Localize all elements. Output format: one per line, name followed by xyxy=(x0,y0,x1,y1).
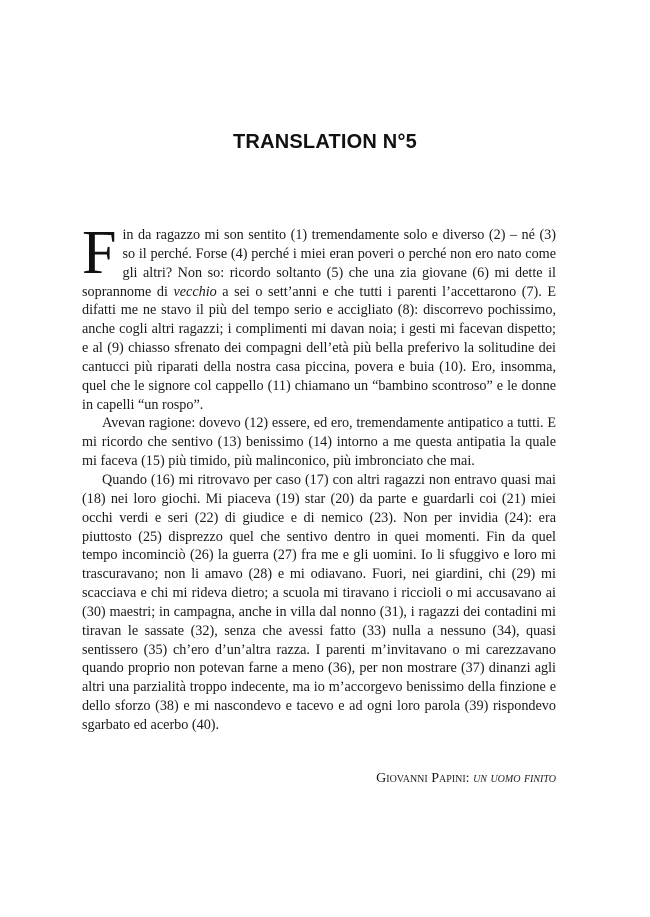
paragraph-3: Quando (16) mi ritrovavo per caso (17) con altri ragazzi non entravo quasi mai (18) nei loro giochi. Mi piaceva (19) star (20) da parte e guardarli coi (21) miei occhi verdi e seri (22) di giudice e di nemico (23). Non per invidia (24): era piuttosto (25) disprezzo quel che sentivo dentro in quei momenti. Fin da quel tempo incominciò (26) la guerra (27) fra me e gli uomini. Io li sfuggivo e loro mi trascuravano; non li amavo (28) e mi odiavano. Fuori, nei giardini, chi (29) mi scacciava e chi mi rideva dietro; a scuola mi tiravano i riccioli o mi accusavano ai (30) maestri; in campagna, anche in villa dal nonno (31), i ragazzi dei contadini mi tiravan le sassate (32), senza che avessi fatto (33) nulla a nessuno (34), quasi sentissero (35) ch’ero d’un’altra razza. I parenti m’invitavano o mi carezzavano quando proprio non potevan farne a meno (36), per non mostrare (37) dinanzi agli altri una parzialità troppo indecente, ma io m’accorgevo benissimo della finzione e dello sforzo (38) e mi nascondevo e tacevo e ad ogni loro parola (39) rispondevo sgarbato ed acerbo (40). xyxy=(82,471,556,733)
italic-word-vecchio: vecchio xyxy=(173,283,217,300)
drop-cap: F xyxy=(82,219,117,287)
paragraph-1 xyxy=(82,219,556,414)
attribution xyxy=(376,771,556,787)
translation-passage xyxy=(82,219,556,735)
attribution-author: Giovanni Papini: xyxy=(376,771,470,786)
paragraph-1-text-start: in da ragazzo mi son sentito (1) tremendamente solo e diverso (2) – né (3) so il perché. Forse (4) perché i miei eran poveri o perché non ero nato come gli altri? Non so: ricordo soltanto (5) che una zia giovane (6) mi dette il soprannome di xyxy=(82,227,556,300)
page-title: TRANSLATION N°5 xyxy=(233,131,417,154)
paragraph-2: Avevan ragione: dovevo (12) essere, ed ero, tremendamente antipatico a tutti. E mi ricordo che sentivo (13) benissimo (14) intorno a me questa antipatia la quale mi faceva (15) più timido, più malinconico, più imbronciato che mai. xyxy=(82,415,556,470)
attribution-work-title: un uomo finito xyxy=(473,771,556,786)
paragraph-1-text-end: a sei o sett’anni e che tutti i parenti l’accettarono (7). E difatti me ne stavo il più del tempo serio e accigliato (8): discorrevo pochissimo, anche cogli altri ragazzi; i complimenti mi davan noia; i gesti mi facevan dispetto; e al (9) chiasso sfrenato dei compagni dell’età più bella preferivo la solitudine dei cantucci più riparati della nostra casa piccina, povera e buia (10). Ero, insomma, quel che le signore col cappello (11) chiamano un “bambino scontroso” e le donne in capelli “un rospo”. xyxy=(82,283,556,413)
